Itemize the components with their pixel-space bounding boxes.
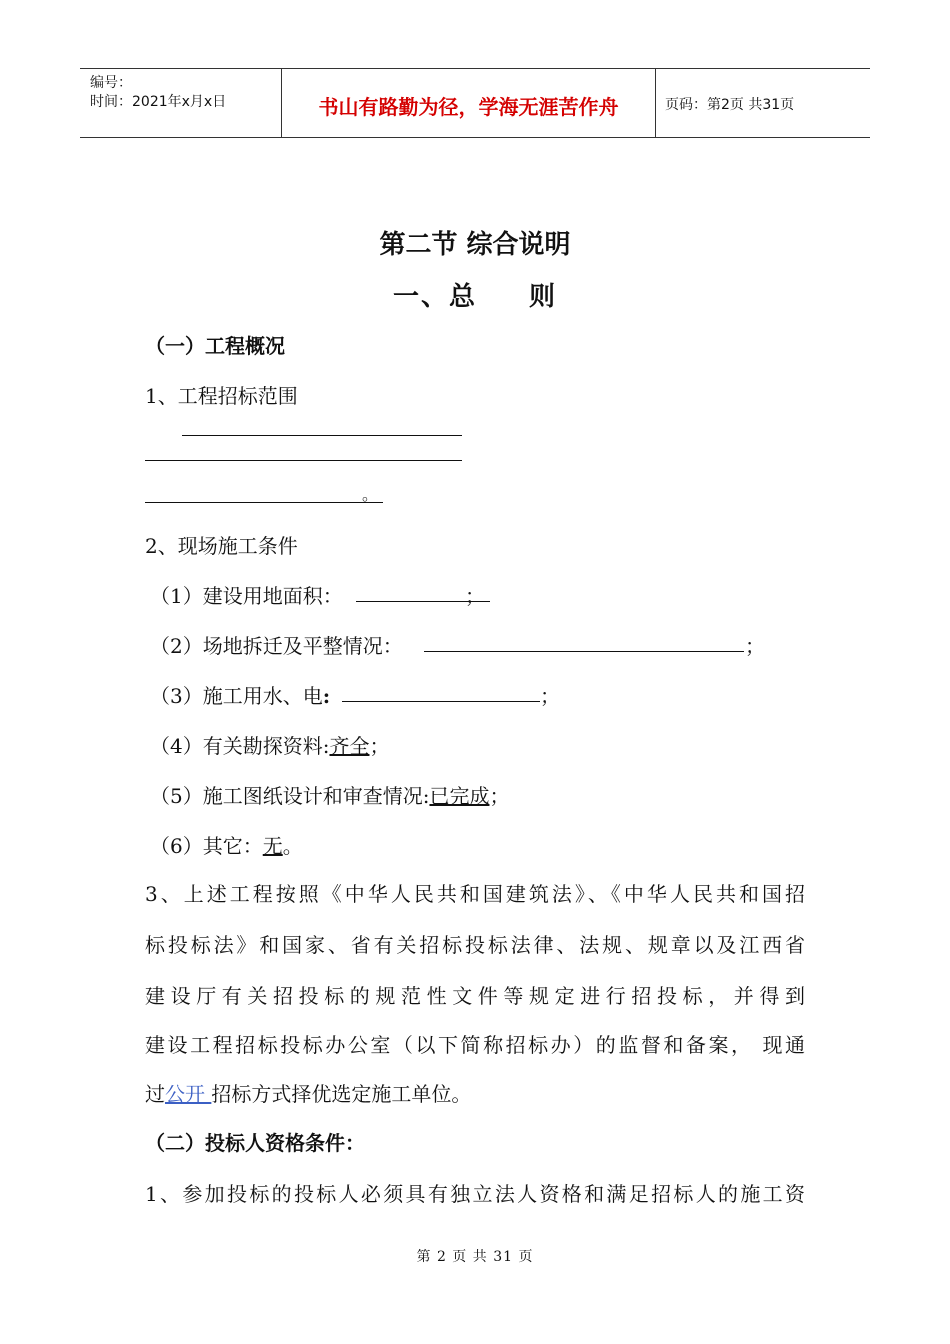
page-info: 页码：第2页 共31页 <box>665 97 795 113</box>
section-word-1: 总 <box>448 282 477 312</box>
demolition-blank <box>424 651 744 652</box>
blank-period: 。 <box>362 485 379 504</box>
paragraph-line-2: 标投标法》和国家、省有关招标投标法律、法规、规章以及江西省 <box>145 933 805 957</box>
paragraph-text: 招标方式择优选定施工单位。 <box>211 1082 472 1106</box>
item-site-conditions: 2、现场施工条件 <box>145 534 298 558</box>
blank-line-2 <box>145 460 462 461</box>
motto-text: 书山有路勤为径，学海无涯苦作舟 <box>318 95 619 119</box>
condition-value: 无 <box>262 834 283 858</box>
item-bidder-requirement: 1、参加投标的投标人必须具有独立法人资格和满足招标人的施工资 <box>145 1182 805 1206</box>
section-heading <box>0 276 950 313</box>
condition-label: （1）建设用地面积： <box>150 584 343 608</box>
condition-label: （3）施工用水、电 <box>150 684 323 708</box>
condition-other <box>150 830 303 859</box>
condition-end: ； <box>369 734 390 758</box>
condition-end: 。 <box>282 834 303 858</box>
condition-value: 已完成 <box>429 784 490 808</box>
condition-drawings <box>150 780 509 809</box>
page-title: 第二节 综合说明 <box>379 230 571 260</box>
header-page-cell <box>655 69 870 137</box>
section-word-2: 则 <box>529 282 558 312</box>
condition-end: ； <box>465 584 485 608</box>
paragraph-line-5 <box>145 1078 471 1107</box>
subheading-project-overview: （一）工程概况 <box>145 334 285 358</box>
condition-land-area <box>150 580 343 609</box>
time-label: 时间：2021年x月x日 <box>90 94 227 110</box>
water-power-blank <box>342 701 540 702</box>
blank-line-3 <box>145 502 383 503</box>
condition-end: ； <box>540 684 560 708</box>
condition-survey-data <box>150 730 389 759</box>
paragraph-line-4: 建设工程招标投标办公室（以下简称招标办）的监督和备案， 现通 <box>145 1033 805 1057</box>
header-meta-cell <box>80 69 281 137</box>
section-prefix: 一、 <box>392 282 449 312</box>
bid-method-link[interactable]: 公开 <box>165 1082 212 1106</box>
condition-end: ； <box>745 634 765 658</box>
condition-demolition <box>150 630 403 659</box>
condition-water-power <box>150 680 330 709</box>
condition-value: 齐全 <box>329 734 370 758</box>
paragraph-line-1: 3、上述工程按照《中华人民共和国建筑法》、《中华人民共和国招 <box>145 882 805 906</box>
condition-label: （6）其它： <box>150 834 263 858</box>
subheading-bidder-qualifications: （二）投标人资格条件： <box>145 1131 365 1155</box>
paragraph-line-3: 建设厅有关招投标的规范性文件等规定进行招投标，并得到 <box>145 984 805 1008</box>
document-header <box>80 68 870 138</box>
number-label: 编号： <box>90 75 132 91</box>
condition-end: ； <box>489 784 510 808</box>
item-bid-scope: 1、工程招标范围 <box>145 384 298 408</box>
condition-colon: : <box>322 684 331 708</box>
paragraph-text: 过 <box>145 1082 165 1106</box>
condition-label: （2）场地拆迁及平整情况： <box>150 634 403 658</box>
page-footer: 第 2 页 共 31 页 <box>416 1249 534 1265</box>
header-motto-cell <box>281 69 656 137</box>
condition-label: （5）施工图纸设计和审查情况: <box>150 784 430 808</box>
condition-label: （4）有关勘探资料: <box>150 734 330 758</box>
blank-line-1 <box>182 435 462 436</box>
